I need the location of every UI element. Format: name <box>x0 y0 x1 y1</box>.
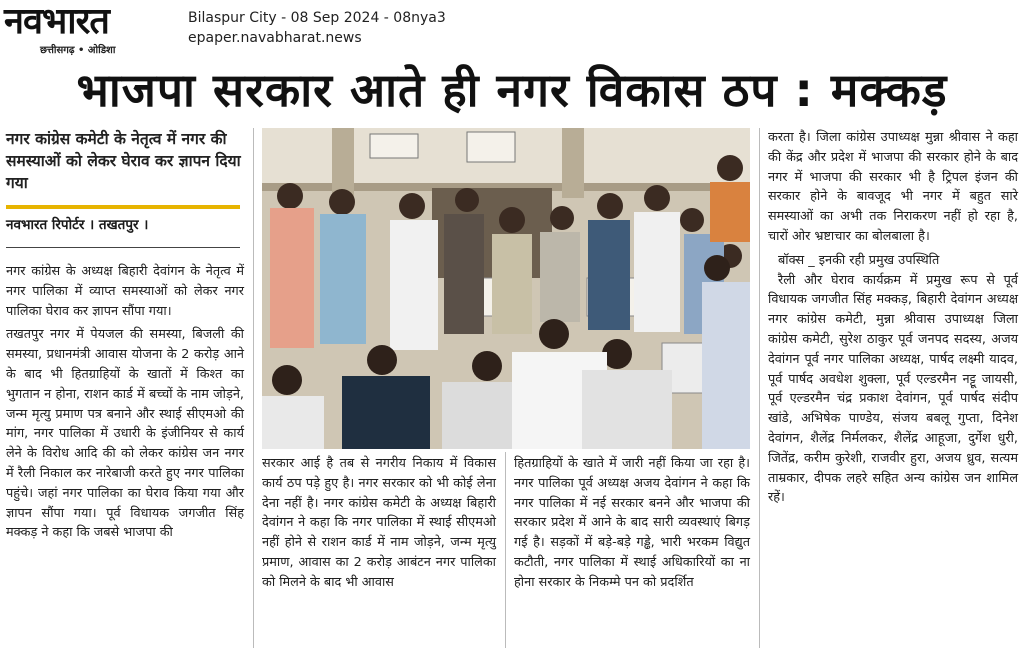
headline: भाजपा सरकार आते ही नगर विकास ठप : मक्कड़ <box>76 63 948 117</box>
article-column-2 <box>262 454 496 597</box>
paragraph: हितग्राहियों के खाते में जारी नहीं किया जा रहा है। नगर पालिका पूर्व अध्यक्ष अजय देवांगन ने कहा कि नगर पालिका में नई सरकार बनने और भाजपा की सरकार प्रदेश में आने के बाद सारी व्यवस्थाएं बिगड़ गई है। सड़कों में बड़े-बड़े गड्ढे, भारी भरकम विद्युत कटौती, नगर पालिका में स्थाई अधिकारियों का ना होना सरकार के निकम्मे पन को प्रदर्शित <box>514 456 750 590</box>
column-divider <box>253 128 254 648</box>
article-column-3 <box>514 454 750 597</box>
masthead <box>0 0 1024 56</box>
column-divider <box>505 452 506 648</box>
article-column-1 <box>6 262 244 547</box>
logo-wordmark: नवभारत <box>4 1 109 42</box>
paragraph: सरकार आई है तब से नगरीय निकाय में विकास कार्य ठप पड़े हुए है। नगर सरकार को भी कोई लेना देना नहीं है। नगर कांग्रेस कमेटी के अध्यक्ष बिहारी देवांगन ने कहा कि नगर पालिका में स्थाई सीएमओ नहीं होने से राशन कार्ड में नाम जोड़ने, जन्म मृत्यु प्रमाण, आवास का 2 करोड़ आबंटन नगर पालिका को मिलने के बाद भी आवास <box>262 456 496 590</box>
logo-region: छत्तीसगढ़ • ओडिशा <box>40 45 116 56</box>
edition-info <box>188 8 446 48</box>
edition-line: Bilaspur City - 08 Sep 2024 - 08nya3 <box>188 10 446 26</box>
byline-rule <box>6 247 240 248</box>
paragraph: करता है। जिला कांग्रेस उपाध्यक्ष मुन्ना श्रीवास ने कहा की केंद्र और प्रदेश में भाजपा की सरकार होने के बाद नगर में भाजपा की सरकार भी है ट्रिपल इंजन की सरकार होने के बावजूद भी नगर में बहुत सारे समस्याओं का अभी तक निराकरण नहीं हो रहा है, चारों ओर भ्रष्टाचार का बोलबाला है। <box>768 130 1018 244</box>
paragraph: रैली और घेराव कार्यक्रम में प्रमुख रूप से पूर्व विधायक जगजीत सिंह मक्कड़, बिहारी देवांगन अध्यक्ष नगर कांग्रेस कमेटी, मुन्ना श्रीवास उपाध्यक्ष जिला कांग्रेस कमेटी, सुरेश ठाकुर पूर्व जनपद सदस्य, अजय देवांगन पूर्व नगर पालिका अध्यक्ष, पार्षद लक्ष्मी यादव, पूर्व पार्षद अवधेश शुक्ला, पूर्व एल्डरमैन नट्टू जायसी, पूर्व एल्डरमैन चंद्र प्रकाश देवांगन, पूर्व पार्षद संदीप खांडे, अभिषेक पाण्डेय, संजय बबलू गुप्ता, दिनेश देवांगन, शैलेंद्र निर्मलकर, शैलेंद्र आहूजा, दुर्गेश धुरी, जितेंद्र, करीम कुरेशी, राजवीर हुरा, अजय ध्रुव, सत्यम ताम्रकार, दीपक लहरे सहित अन्य कांग्रेस जन शामिल रहें। <box>768 272 1018 506</box>
article-column-4 <box>768 128 1018 512</box>
subheadline: नगर कांग्रेस कमेटी के नेतृत्व में नगर की समस्याओं को लेकर घेराव कर ज्ञापन दिया गया <box>6 130 241 192</box>
paragraph: नगर कांग्रेस के अध्यक्ष बिहारी देवांगन के नेतृत्व में नगर पालिका में व्याप्त समस्याओं को लेकर नगर पालिका घेराव कर ज्ञापन सौंपा गया। <box>6 264 244 319</box>
news-photo <box>262 128 750 449</box>
group-photo-illustration <box>262 128 750 449</box>
subhead-rule <box>6 205 240 209</box>
newspaper-logo <box>4 2 174 54</box>
box-heading: बॉक्स _ इनकी रही प्रमुख उपस्थिति <box>778 252 940 268</box>
paragraph: तखतपुर नगर में पेयजल की समस्या, बिजली की समस्या, प्रधानमंत्री आवास योजना के 2 करोड़ आने के बाद भी हितग्राहियों के खातों में किश्त का भुगतान न होना, राशन कार्ड में बच्चों के नाम जोड़ने, जन्म मृत्यु प्रमाण पत्र बनाने और स्थाई सीएमओ की मांग, नगर पालिका में उधारी के इंजीनियर से कार्य लेने के विरोध आदि की को लेकर कांग्रेस जन नगर में रैली निकाल कर नारेबाजी करते हुए नगर पालिका पहुंचे। जहां नगर पालिका का घेराव किया गया और ज्ञापन सौंपा गया। पूर्व विधायक जगजीत सिंह मक्कड़ ने कहा कि जबसे भाजपा की <box>6 327 244 541</box>
byline: नवभारत रिपोर्टर । तखतपुर । <box>6 217 149 233</box>
epaper-site[interactable]: epaper.navabharat.news <box>188 30 362 46</box>
column-divider <box>759 128 760 648</box>
